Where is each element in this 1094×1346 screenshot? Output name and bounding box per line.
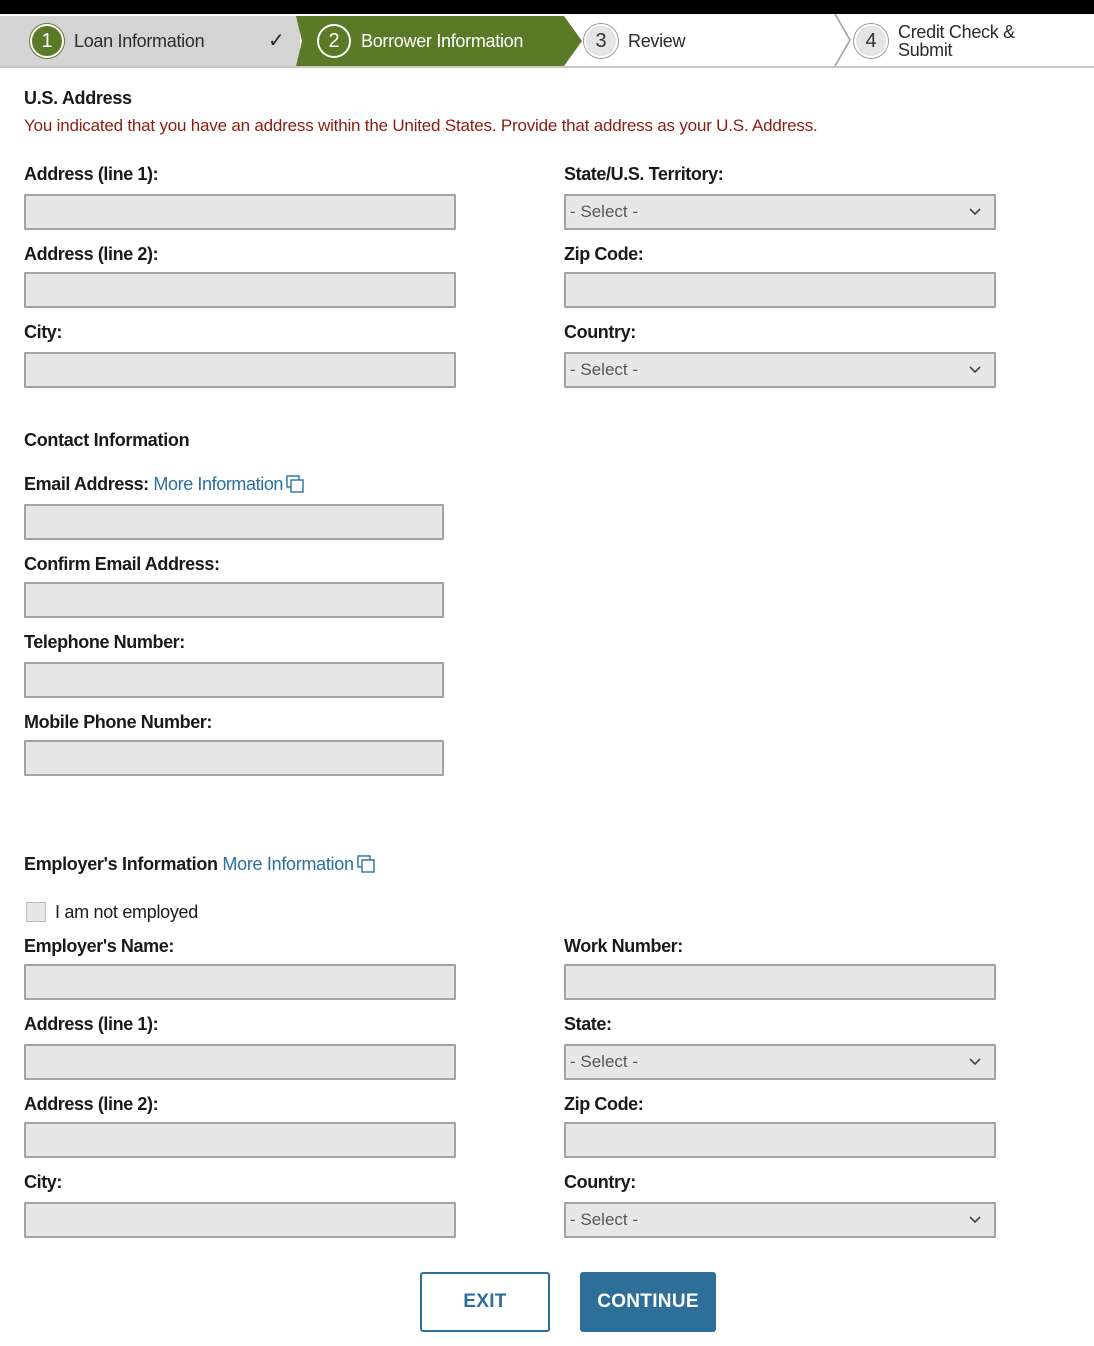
step-divider-chevron [834, 14, 852, 66]
employer-name-label: Employer's Name: [24, 936, 174, 956]
us-address-notice: You indicated that you have an address within the United States. Provide that address as your U.S. Address. [24, 116, 818, 135]
employer-name-input[interactable] [24, 964, 456, 1000]
address1-label: Address (line 1): [24, 164, 159, 184]
stepper-baseline [0, 66, 1094, 68]
state-select-value: - Select - [570, 202, 639, 221]
employer-city-label: City: [24, 1172, 62, 1192]
city-input[interactable] [24, 352, 456, 388]
country-select-value: - Select - [570, 360, 639, 379]
country-select[interactable] [564, 352, 996, 388]
employer-zip-input[interactable] [564, 1122, 996, 1158]
chevron-down-icon [968, 207, 982, 217]
employer-address2-input[interactable] [24, 1122, 456, 1158]
contact-information-title: Contact Information [24, 430, 190, 450]
employer-country-select[interactable] [564, 1202, 996, 1238]
employer-address1-label: Address (line 1): [24, 1014, 159, 1034]
work-number-label: Work Number: [564, 936, 683, 956]
step-label: Borrower Information [361, 31, 524, 51]
step-label: Loan Information [74, 31, 205, 51]
employer-country-label: Country: [564, 1172, 636, 1192]
exit-button[interactable]: EXIT [420, 1272, 550, 1332]
step-label: Review [628, 31, 686, 51]
employer-country-select-value: - Select - [570, 1210, 639, 1229]
more-information-text: More Information [222, 854, 354, 874]
state-label: State/U.S. Territory: [564, 164, 724, 184]
external-window-icon [357, 855, 375, 873]
step-borrower-information[interactable] [296, 16, 582, 66]
employer-more-information-link[interactable] [222, 854, 374, 874]
progress-stepper [0, 14, 1094, 68]
employer-information-title: Employer's Information [24, 854, 218, 874]
confirm-email-label: Confirm Email Address: [24, 554, 220, 574]
top-bar [0, 0, 1094, 14]
continue-button[interactable]: CONTINUE [580, 1272, 716, 1332]
telephone-label: Telephone Number: [24, 632, 185, 652]
employer-address1-input[interactable] [24, 1044, 456, 1080]
confirm-email-input[interactable] [24, 582, 444, 618]
employer-state-label: State: [564, 1014, 612, 1034]
mobile-phone-label: Mobile Phone Number: [24, 712, 213, 732]
employer-state-select[interactable] [564, 1044, 996, 1080]
external-window-icon [286, 475, 304, 493]
not-employed-label: I am not employed [55, 902, 198, 922]
employer-information-row [24, 854, 375, 875]
telephone-input[interactable] [24, 662, 444, 698]
step-number: 1 [30, 24, 64, 58]
address2-label: Address (line 2): [24, 244, 159, 264]
step-credit-check-submit[interactable] [854, 16, 1094, 66]
not-employed-checkbox[interactable] [26, 902, 46, 922]
email-label: Email Address: [24, 474, 149, 494]
step-loan-information[interactable] [0, 16, 300, 66]
email-input[interactable] [24, 504, 444, 540]
employer-city-input[interactable] [24, 1202, 456, 1238]
more-information-text: More Information [153, 474, 284, 494]
checkmark-icon: ✓ [268, 30, 285, 52]
mobile-phone-input[interactable] [24, 740, 444, 776]
step-label: Credit Check & Submit [898, 22, 1015, 60]
country-label: Country: [564, 322, 636, 342]
address1-input[interactable] [24, 194, 456, 230]
step-number: 3 [584, 24, 618, 58]
employer-address2-label: Address (line 2): [24, 1094, 159, 1114]
state-select[interactable] [564, 194, 996, 230]
zip-label: Zip Code: [564, 244, 644, 264]
step-number: 2 [317, 24, 351, 58]
zip-input[interactable] [564, 272, 996, 308]
step-number: 4 [854, 24, 888, 58]
chevron-down-icon [968, 1215, 982, 1225]
employer-zip-label: Zip Code: [564, 1094, 644, 1114]
email-label-row [24, 474, 304, 495]
email-more-information-link[interactable] [153, 474, 304, 494]
address2-input[interactable] [24, 272, 456, 308]
step-review[interactable] [584, 16, 834, 66]
work-number-input[interactable] [564, 964, 996, 1000]
employer-state-select-value: - Select - [570, 1052, 639, 1071]
chevron-down-icon [968, 365, 982, 375]
city-label: City: [24, 322, 62, 342]
chevron-down-icon [968, 1057, 982, 1067]
us-address-title: U.S. Address [24, 88, 132, 108]
